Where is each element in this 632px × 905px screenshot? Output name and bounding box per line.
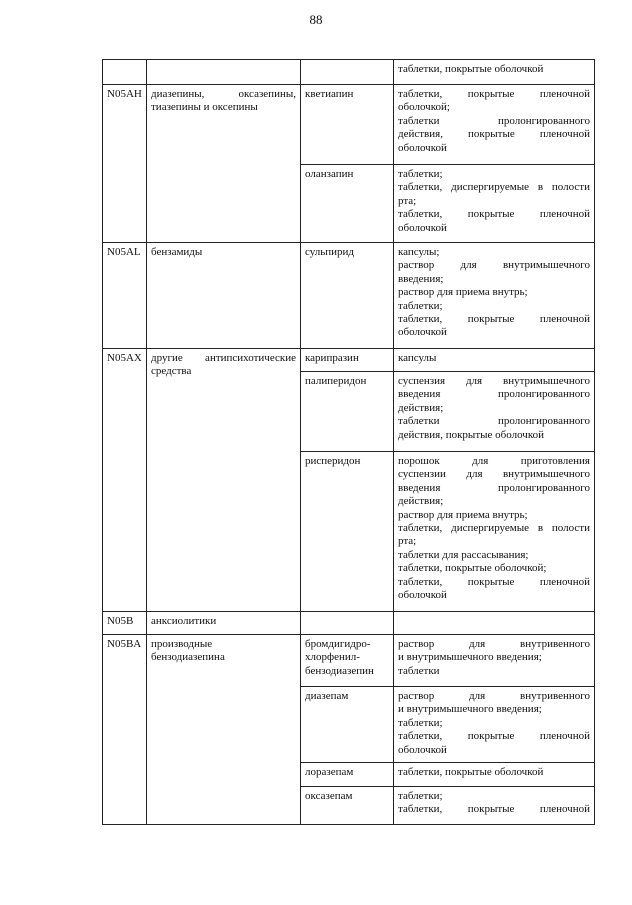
dosage-form-line: раствор для внутривенного — [398, 638, 590, 650]
group-name-line: диазепины, оксазепины, — [151, 88, 296, 100]
dosage-form-line: таблетки, диспергируемые в полости — [398, 181, 590, 194]
dosage-form-line: капсулы — [398, 352, 437, 364]
group-name-line: анксиолитики — [151, 615, 217, 627]
dosage-form-line: порошок для приготовления — [398, 455, 590, 467]
atc-code-cell — [103, 60, 147, 85]
table-row — [103, 243, 595, 349]
dosage-form-line: и внутримышечного введения; — [398, 703, 542, 716]
dosage-form-line: оболочкой; — [398, 101, 450, 114]
group-name-line: тиазепины и оксепины — [151, 101, 258, 114]
drug-cell — [301, 243, 394, 349]
group-name-line: бензамиды — [151, 246, 203, 258]
form-cell — [394, 60, 595, 85]
group-cell — [147, 349, 301, 612]
dosage-form-line: таблетки пролонгированного — [398, 114, 590, 127]
drug-name-line: палиперидон — [305, 375, 367, 387]
dosage-form-line: оболочкой — [398, 743, 447, 756]
dosage-form-line: таблетки, покрытые пленочной — [398, 208, 590, 221]
dosage-form-line: таблетки, покрытые пленочной — [398, 575, 590, 588]
form-cell — [394, 372, 595, 452]
dosage-form-line: оболочкой — [398, 221, 447, 234]
group-cell — [147, 612, 301, 635]
form-cell — [394, 635, 595, 687]
drug-name-line: бензодиазепин — [305, 664, 374, 677]
form-cell — [394, 243, 595, 349]
dosage-form-line: таблетки, покрытые пленочной — [398, 803, 590, 816]
dosage-form-line: введения пролонгированного — [398, 481, 590, 494]
dosage-form-line: действия; — [398, 401, 444, 414]
group-cell — [147, 243, 301, 349]
dosage-form-line: и внутримышечного введения; — [398, 651, 542, 664]
form-cell — [394, 85, 595, 165]
dosage-form-line: таблетки пролонгированного — [398, 415, 590, 428]
atc-code-cell: N05AL — [103, 243, 147, 349]
drug-table — [102, 59, 595, 825]
dosage-form-line: оболочкой — [398, 589, 447, 602]
dosage-form-line: таблетки, покрытые оболочкой — [398, 766, 544, 778]
drug-name-line: оксазепам — [305, 790, 353, 802]
drug-cell — [301, 687, 394, 763]
dosage-form-line: раствор для приема внутрь; — [398, 508, 528, 521]
drug-cell — [301, 60, 394, 85]
table-row — [103, 60, 595, 85]
dosage-form-line: таблетки, диспергируемые в полости — [398, 522, 590, 535]
group-cell — [147, 635, 301, 825]
dosage-form-line: таблетки; — [398, 790, 443, 802]
dosage-form-line: таблетки; — [398, 716, 443, 729]
dosage-form-line: действия, покрытые пленочной — [398, 128, 590, 141]
dosage-form-line: рта; — [398, 535, 417, 548]
form-cell — [394, 452, 595, 612]
drug-name-line: диазепам — [305, 690, 349, 702]
form-cell — [394, 612, 595, 635]
dosage-form-line: действия; — [398, 495, 444, 508]
form-cell — [394, 349, 595, 372]
drug-name-line: оланзапин — [305, 168, 354, 180]
dosage-form-line: таблетки, покрытые оболочкой — [398, 63, 544, 75]
dosage-form-line: таблетки — [398, 664, 440, 677]
drug-name-line: бромдигидро- — [305, 638, 371, 650]
page-number: 88 — [309, 12, 323, 27]
drug-name-line: кветиапин — [305, 88, 354, 100]
dosage-form-line: оболочкой — [398, 141, 447, 154]
group-name-line: бензодиазепина — [151, 651, 225, 664]
dosage-form-line: действия, покрытые оболочкой — [398, 428, 545, 441]
drug-cell — [301, 349, 394, 372]
dosage-form-line: рта; — [398, 194, 417, 207]
form-cell — [394, 687, 595, 763]
table-row — [103, 85, 595, 165]
dosage-form-line: введения пролонгированного — [398, 388, 590, 401]
dosage-form-line: таблетки, покрытые пленочной — [398, 313, 590, 326]
dosage-form-line: введения; — [398, 272, 444, 285]
atc-code-cell: N05BA — [103, 635, 147, 825]
drug-name-line: карипразин — [305, 352, 359, 364]
group-cell — [147, 85, 301, 243]
drug-name-line: хлорфенил- — [305, 651, 360, 664]
drug-cell — [301, 612, 394, 635]
dosage-form-line: таблетки, покрытые пленочной — [398, 88, 590, 100]
dosage-form-line: таблетки; — [398, 168, 443, 180]
dosage-form-line: раствор для внутривенного — [398, 690, 590, 702]
dosage-form-line: таблетки, покрытые оболочкой; — [398, 562, 547, 575]
drug-cell — [301, 372, 394, 452]
drug-name-line: лоразепам — [305, 766, 354, 778]
dosage-form-line: оболочкой — [398, 326, 447, 339]
drug-cell — [301, 452, 394, 612]
dosage-form-line: таблетки для рассасывания; — [398, 548, 529, 561]
drug-cell — [301, 165, 394, 243]
dosage-form-line: суспензии для внутримышечного — [398, 468, 590, 481]
form-cell — [394, 763, 595, 787]
form-cell — [394, 787, 595, 825]
group-name-line: производные — [151, 638, 213, 650]
dosage-form-line: раствор для внутримышечного — [398, 259, 590, 272]
dosage-form-line: капсулы; — [398, 246, 440, 258]
table-row — [103, 612, 595, 635]
table-row — [103, 349, 595, 372]
group-name-line: другие антипсихотические — [151, 352, 296, 364]
drug-name-line: рисперидон — [305, 455, 361, 467]
atc-code-cell: N05AH — [103, 85, 147, 243]
drug-cell — [301, 787, 394, 825]
dosage-form-line: таблетки, покрытые пленочной — [398, 730, 590, 743]
drug-name-line: сульпирид — [305, 246, 355, 258]
drug-cell — [301, 635, 394, 687]
dosage-form-line: суспензия для внутримышечного — [398, 375, 590, 387]
atc-code-cell: N05AX — [103, 349, 147, 612]
drug-cell — [301, 763, 394, 787]
dosage-form-line: раствор для приема внутрь; — [398, 286, 528, 299]
group-name-line: средства — [151, 365, 192, 378]
table-row — [103, 635, 595, 687]
dosage-form-line: таблетки; — [398, 299, 443, 312]
atc-code-cell: N05B — [103, 612, 147, 635]
form-cell — [394, 165, 595, 243]
group-cell — [147, 60, 301, 85]
drug-cell — [301, 85, 394, 165]
